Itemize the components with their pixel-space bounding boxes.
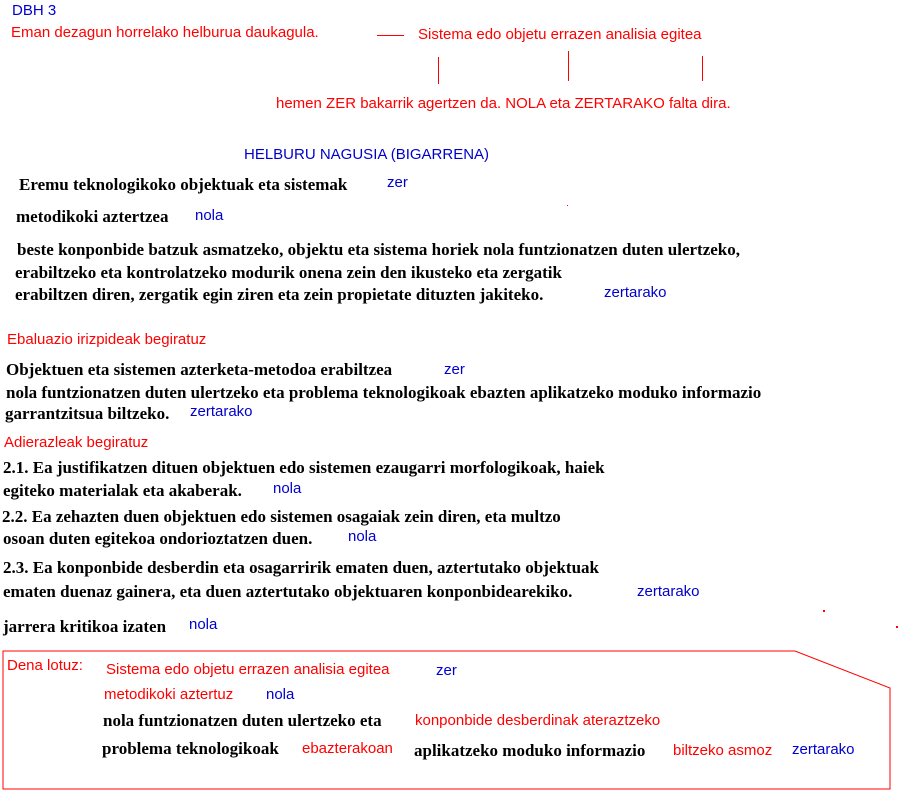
- tag-nola: nola: [195, 207, 224, 224]
- tag-nola: nola: [348, 528, 377, 545]
- summary-line-1: Sistema edo objetu errazen analisia egitea: [106, 661, 390, 678]
- indicator-2-2-line-2: osoan duten egitekoa ondorioztatzen duen.: [3, 529, 313, 548]
- criteria-line-3: garrantzitsua biltzeko.: [5, 404, 170, 423]
- main-goal-line-4: erabiltzeko eta kontrolatzeko modurik onena zein den ikusteko eta zergatik: [15, 263, 562, 282]
- main-goal-line-1: Eremu teknologikoko objektuak eta sistemak: [19, 175, 348, 194]
- objective-example: Sistema edo objetu errazen analisia egitea: [418, 26, 702, 43]
- missing-note: hemen ZER bakarrik agertzen da. NOLA eta ZERTARAKO falta dira.: [276, 95, 731, 112]
- summary-line-4b: ebazterakoan: [302, 740, 393, 757]
- tag-nola: nola: [273, 480, 302, 497]
- tag-zertarako: zertarako: [604, 284, 667, 301]
- main-goal-heading: HELBURU NAGUSIA (BIGARRENA): [244, 146, 490, 163]
- tag-zer: zer: [387, 174, 408, 191]
- summary-line-3a: nola funtzionatzen duten ulertzeko eta: [103, 711, 382, 730]
- attitude-line: jarrera kritikoa izaten: [3, 617, 167, 636]
- indicator-2-3-line-1: 2.3. Ea konponbide desberdin eta osagarririk ematen duen, aztertutako objektuak: [3, 558, 599, 577]
- tag-zer: zer: [444, 361, 465, 378]
- tag-zer: zer: [436, 662, 457, 679]
- tag-nola: nola: [266, 686, 295, 703]
- summary-line-4d: biltzeko asmoz: [673, 742, 773, 759]
- indicator-2-2-line-1: 2.2. Ea zehazten duen objektuen edo sistemen osagaiak zein diren, eta multzo: [2, 507, 561, 526]
- tag-zertarako: zertarako: [637, 583, 700, 600]
- main-goal-line-3: beste konponbide batzuk asmatzeko, objektu eta sistema horiek nola funtzionatzen duten ulertzeko,: [17, 240, 740, 259]
- tag-zertarako: zertarako: [190, 403, 253, 420]
- course-label: DBH 3: [12, 2, 57, 19]
- indicator-2-1-line-1: 2.1. Ea justifikatzen dituen objektuen edo sistemen ezaugarri morfologikoak, haiek: [3, 458, 605, 477]
- summary-label: Dena lotuz:: [7, 657, 83, 674]
- summary-line-2: metodikoki aztertuz: [104, 686, 234, 703]
- summary-line-4a: problema teknologikoak: [102, 739, 279, 758]
- tag-nola: nola: [189, 616, 218, 633]
- intro-text: Eman dezagun horrelako helburua daukagula.: [11, 24, 319, 41]
- criteria-line-2: nola funtzionatzen duten ulertzeko eta problema teknologikoak ebazten aplikatzeko moduko informazio: [6, 383, 762, 402]
- indicators-heading: Adierazleak begiratuz: [4, 434, 149, 451]
- main-goal-line-5: erabiltzen diren, zergatik egin ziren eta zein propietate dituzten jakiteko.: [15, 285, 544, 304]
- summary-line-3b: konponbide desberdinak ateraztzeko: [415, 712, 661, 729]
- main-goal-line-2: metodikoki aztertzea: [16, 207, 169, 226]
- summary-line-4c: aplikatzeko moduko informazio: [414, 741, 646, 760]
- indicator-2-3-line-2: ematen duenaz gainera, eta duen aztertutako objektuaren konponbidearekiko.: [3, 582, 573, 601]
- indicator-2-1-line-2: egiteko materialak eta akaberak.: [3, 481, 242, 500]
- tag-zertarako: zertarako: [792, 741, 855, 758]
- criteria-line-1: Objektuen eta sistemen azterketa-metodoa erabiltzea: [6, 360, 393, 379]
- criteria-heading: Ebaluazio irizpideak begiratuz: [7, 331, 207, 348]
